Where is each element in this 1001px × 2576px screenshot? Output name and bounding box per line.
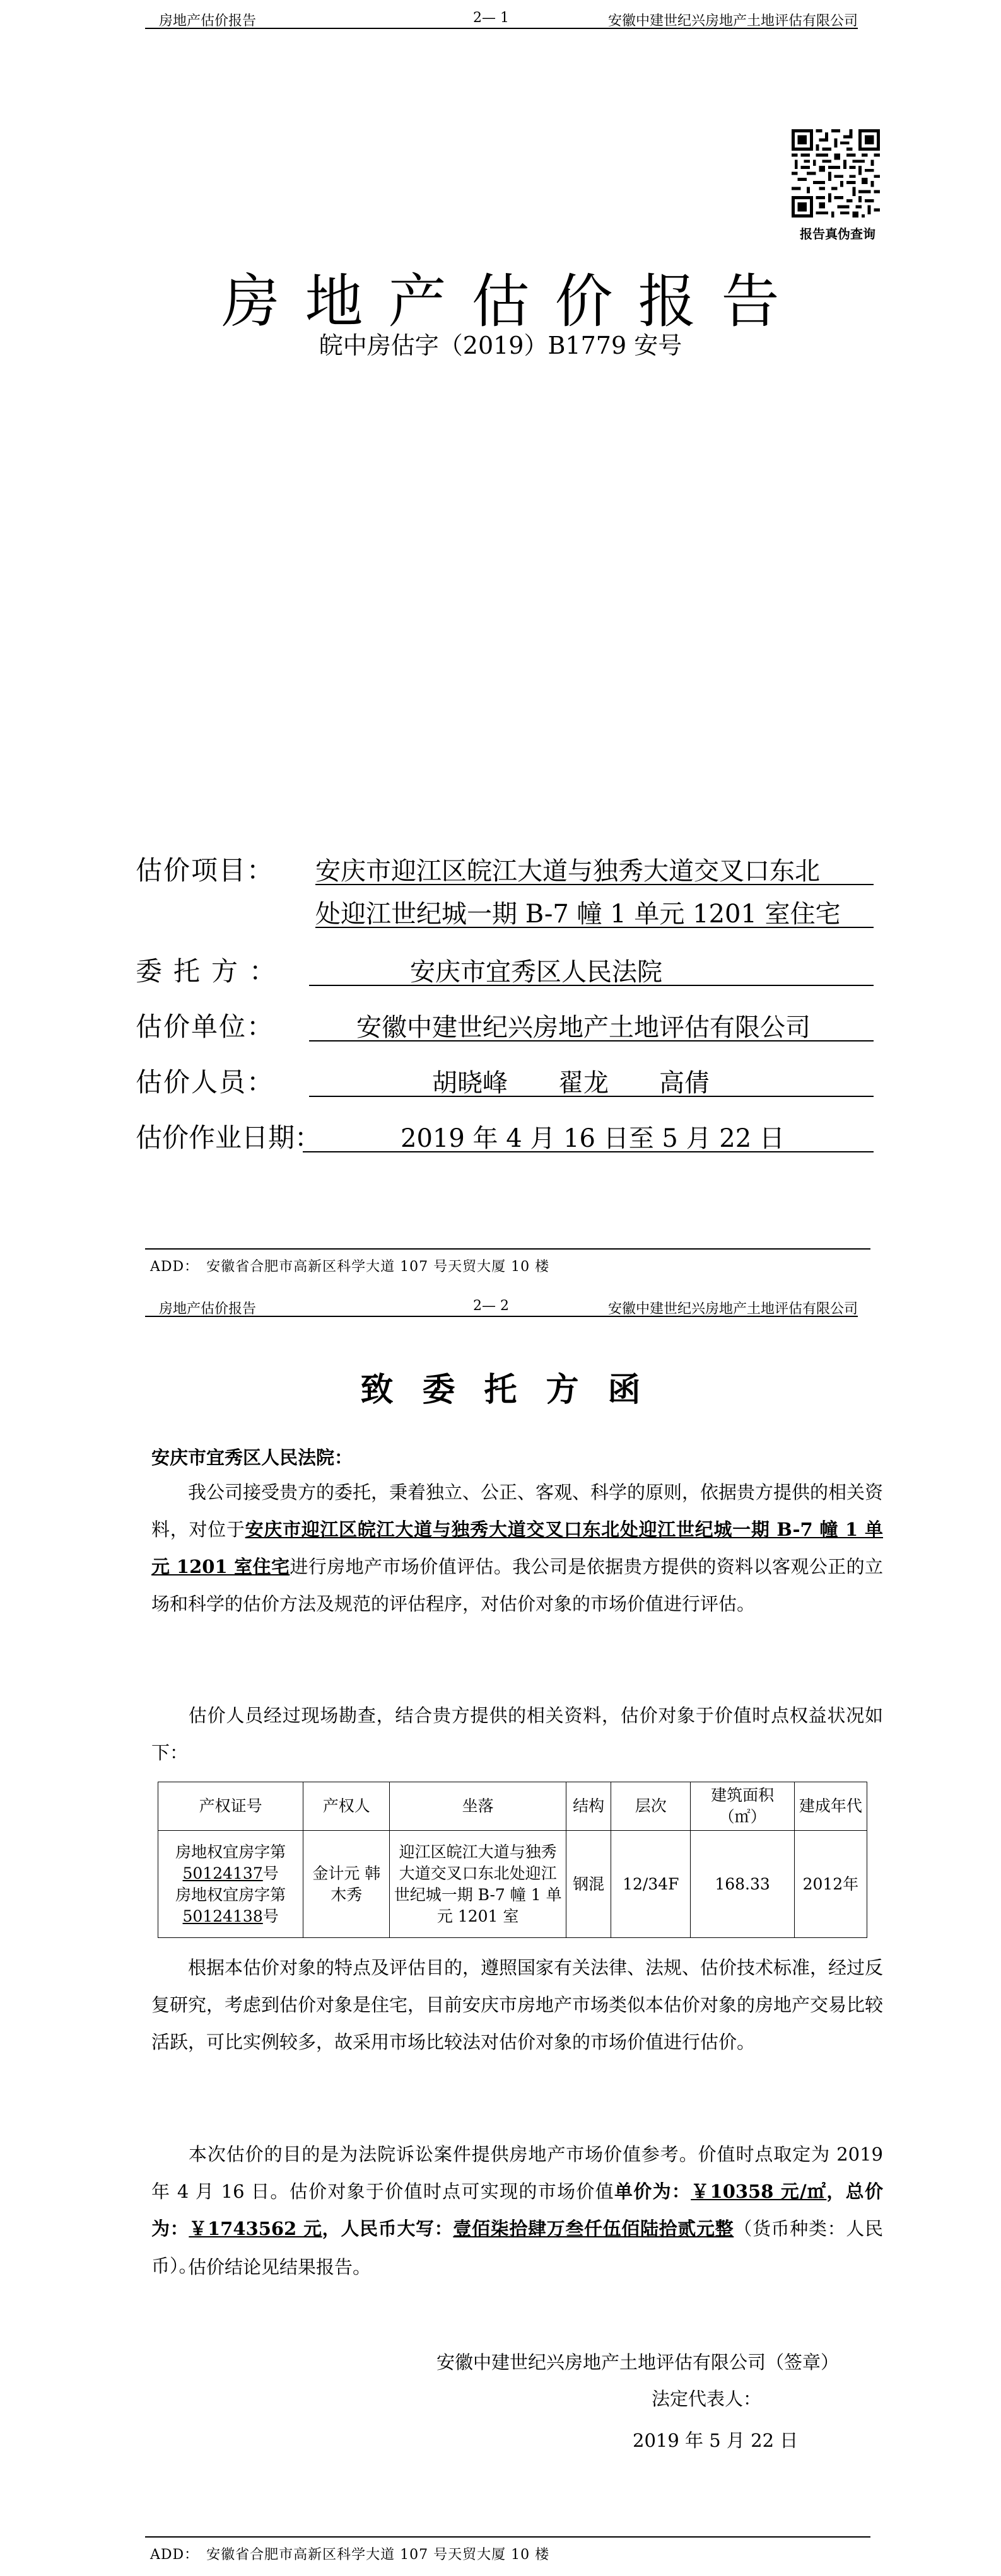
header-doc-type: 房地产估价报告 bbox=[159, 1301, 257, 1317]
header-company: 安徽中建世纪兴房地产土地评估有限公司 bbox=[607, 13, 858, 29]
rmb-upper-amount: 壹佰柒拾肆万叁仟伍佰陆拾贰元整 bbox=[453, 2218, 734, 2239]
header-company: 安徽中建世纪兴房地产土地评估有限公司 bbox=[607, 1301, 858, 1317]
table-header-row bbox=[158, 1782, 867, 1831]
table-header: 建成年代 bbox=[794, 1782, 867, 1831]
letter-paragraph-4: 本次估价的目的是为法院诉讼案件提供房地产市场价值参考。价值时点取定为 2019 年 4 月 16 日。估价对象于价值时点可实现的市场价值单价为：￥10358 元/㎡，总价为：￥1743562 元，人民币大写：壹佰柒拾肆万叁仟伍佰陆拾贰元整（货币种类：人民币）。 bbox=[151, 2144, 883, 2277]
table-header: 层次 bbox=[611, 1782, 691, 1831]
cell-structure: 钢混 bbox=[566, 1831, 611, 1938]
value-appraisers: 胡晓峰 翟龙 高倩 bbox=[432, 1069, 710, 1098]
cert-suffix: 号 bbox=[262, 1906, 279, 1925]
underline bbox=[315, 884, 874, 885]
page-header bbox=[145, 1294, 858, 1317]
cell-area: 168.33 bbox=[691, 1831, 794, 1938]
label-work-period: 估价作业日期： bbox=[136, 1122, 322, 1153]
value-appraisal-firm: 安徽中建世纪兴房地产土地评估有限公司 bbox=[356, 1013, 811, 1042]
paragraph-text: 我公司接受贵方的委托，秉着独立、公正、客观、科学的原则，依据贵方提供的相关资料，对位于 bbox=[151, 1482, 884, 1540]
cell-year: 2012年 bbox=[794, 1831, 867, 1938]
qr-code bbox=[792, 129, 880, 218]
header-doc-type: 房地产估价报告 bbox=[159, 13, 257, 29]
unit-price: ￥10358 元/㎡ bbox=[691, 2181, 827, 2202]
underline bbox=[315, 927, 874, 928]
label-appraisers: 估价人员： bbox=[136, 1067, 275, 1098]
cert-number: 50124137 bbox=[182, 1864, 263, 1883]
letter-paragraph-1 bbox=[151, 1474, 883, 1623]
appraisal-object: 安庆市迎江区皖江大道与独秀大道交叉口东北处迎江世纪城一期 B-7 幢 1 单元 1201 室住宅 bbox=[151, 1519, 883, 1577]
underline bbox=[309, 1096, 874, 1097]
value-appraisal-project-line1: 安庆市迎江区皖江大道与独秀大道交叉口东北 bbox=[315, 857, 820, 886]
footer-address: ADD： 安徽省合肥市高新区科学大道 107 号天贸大厦 10 楼 bbox=[150, 1259, 550, 1275]
letter-paragraph-3 bbox=[151, 1949, 883, 2061]
paragraph-text: 本次估价的目的是为法院诉讼案件提供房地产市场价值参考。价值时点取定为 2019 年 4 月 16 日。估价对象于价值时点可实现的市场价值 bbox=[151, 2144, 883, 2202]
value-work-period: 2019 年 4 月 16 日至 5 月 22 日 bbox=[401, 1124, 785, 1153]
table-header: 产权人 bbox=[303, 1782, 390, 1831]
value-appraisal-project-line2: 处迎江世纪城一期 B-7 幢 1 单元 1201 室住宅 bbox=[315, 900, 841, 929]
cell-owner: 金计元 韩木秀 bbox=[303, 1831, 390, 1938]
value-client: 安庆市宜秀区人民法院 bbox=[410, 958, 662, 987]
table-row bbox=[158, 1831, 867, 1938]
letter-paragraph-5 bbox=[151, 2249, 883, 2286]
unit-price-label: 单价为： bbox=[614, 2181, 691, 2202]
page-header bbox=[145, 6, 858, 29]
table-header: 坐落 bbox=[390, 1782, 566, 1831]
footer-address: ADD： 安徽省合肥市高新区科学大道 107 号天贸大厦 10 楼 bbox=[150, 2547, 550, 2563]
label-client: 委托方： bbox=[136, 956, 288, 987]
underline bbox=[303, 1151, 874, 1152]
qr-caption: 报告真伪查询 bbox=[800, 226, 875, 241]
total-price-label: 总价为： bbox=[151, 2181, 883, 2239]
cell-certificate-numbers bbox=[158, 1831, 303, 1938]
letter-title: 致委托方函 bbox=[360, 1371, 670, 1409]
signature-date: 2019 年 5 月 22 日 bbox=[633, 2430, 799, 2451]
rmb-upper-label: 人民币大写： bbox=[341, 2218, 454, 2239]
cert-suffix: 号 bbox=[262, 1864, 279, 1883]
cell-floor: 12/34F bbox=[611, 1831, 691, 1938]
paragraph-text: 进行房地产市场价值评估。我公司是依据贵方提供的资料以客观公正的立场和科学的估价方法及规范的评估程序，对估价对象的市场价值进行评估。 bbox=[151, 1556, 883, 1615]
footer-divider bbox=[145, 1248, 870, 1250]
table-header: 结构 bbox=[566, 1782, 611, 1831]
table-header: 产权证号 bbox=[158, 1782, 303, 1831]
paragraph-text: 估价人员经过现场勘查，结合贵方提供的相关资料，估价对象于价值时点权益状况如下： bbox=[151, 1705, 883, 1763]
cert-prefix: 房地权宜房字第 bbox=[175, 1842, 286, 1861]
report-title: 房地产估价报告 bbox=[221, 268, 805, 335]
footer-divider bbox=[145, 2536, 870, 2538]
letter-paragraph-2 bbox=[151, 1697, 883, 1772]
header-page-number: 2— 1 bbox=[473, 10, 509, 26]
label-appraisal-firm: 估价单位： bbox=[136, 1011, 275, 1042]
table-header: 建筑面积（㎡） bbox=[691, 1782, 794, 1831]
paragraph-text: 估价结论见结果报告。 bbox=[188, 2256, 372, 2278]
underline bbox=[309, 985, 874, 986]
total-price: ￥1743562 元 bbox=[189, 2218, 322, 2239]
cert-prefix: 房地权宜房字第 bbox=[175, 1885, 286, 1904]
letter-addressee: 安庆市宜秀区人民法院： bbox=[151, 1447, 353, 1468]
currency-note: （货币种类：人民币）。 bbox=[151, 2218, 883, 2277]
cell-location: 迎江区皖江大道与独秀大道交叉口东北处迎江世纪城一期 B-7 幢 1 单元 1201 室 bbox=[390, 1831, 566, 1938]
header-page-number: 2— 2 bbox=[473, 1298, 509, 1314]
label-appraisal-project: 估价项目： bbox=[136, 855, 275, 886]
signature-company: 安徽中建世纪兴房地产土地评估有限公司（签章） bbox=[436, 2352, 840, 2373]
paragraph-text: 根据本估价对象的特点及评估目的，遵照国家有关法律、法规、估价技术标准，经过反复研究，考虑到估价对象是住宅，目前安庆市房地产市场类似本估价对象的房地产交易比较活跃，可比实例较多，故采用市场比较法对估价对象的市场价值进行估价。 bbox=[151, 1957, 884, 2053]
signature-legal-rep: 法定代表人： bbox=[652, 2388, 762, 2410]
cert-number: 50124138 bbox=[182, 1906, 263, 1925]
property-rights-table bbox=[158, 1782, 867, 1938]
report-number: 皖中房估字（2019）B1779 安号 bbox=[319, 332, 682, 359]
underline bbox=[309, 1040, 874, 1041]
